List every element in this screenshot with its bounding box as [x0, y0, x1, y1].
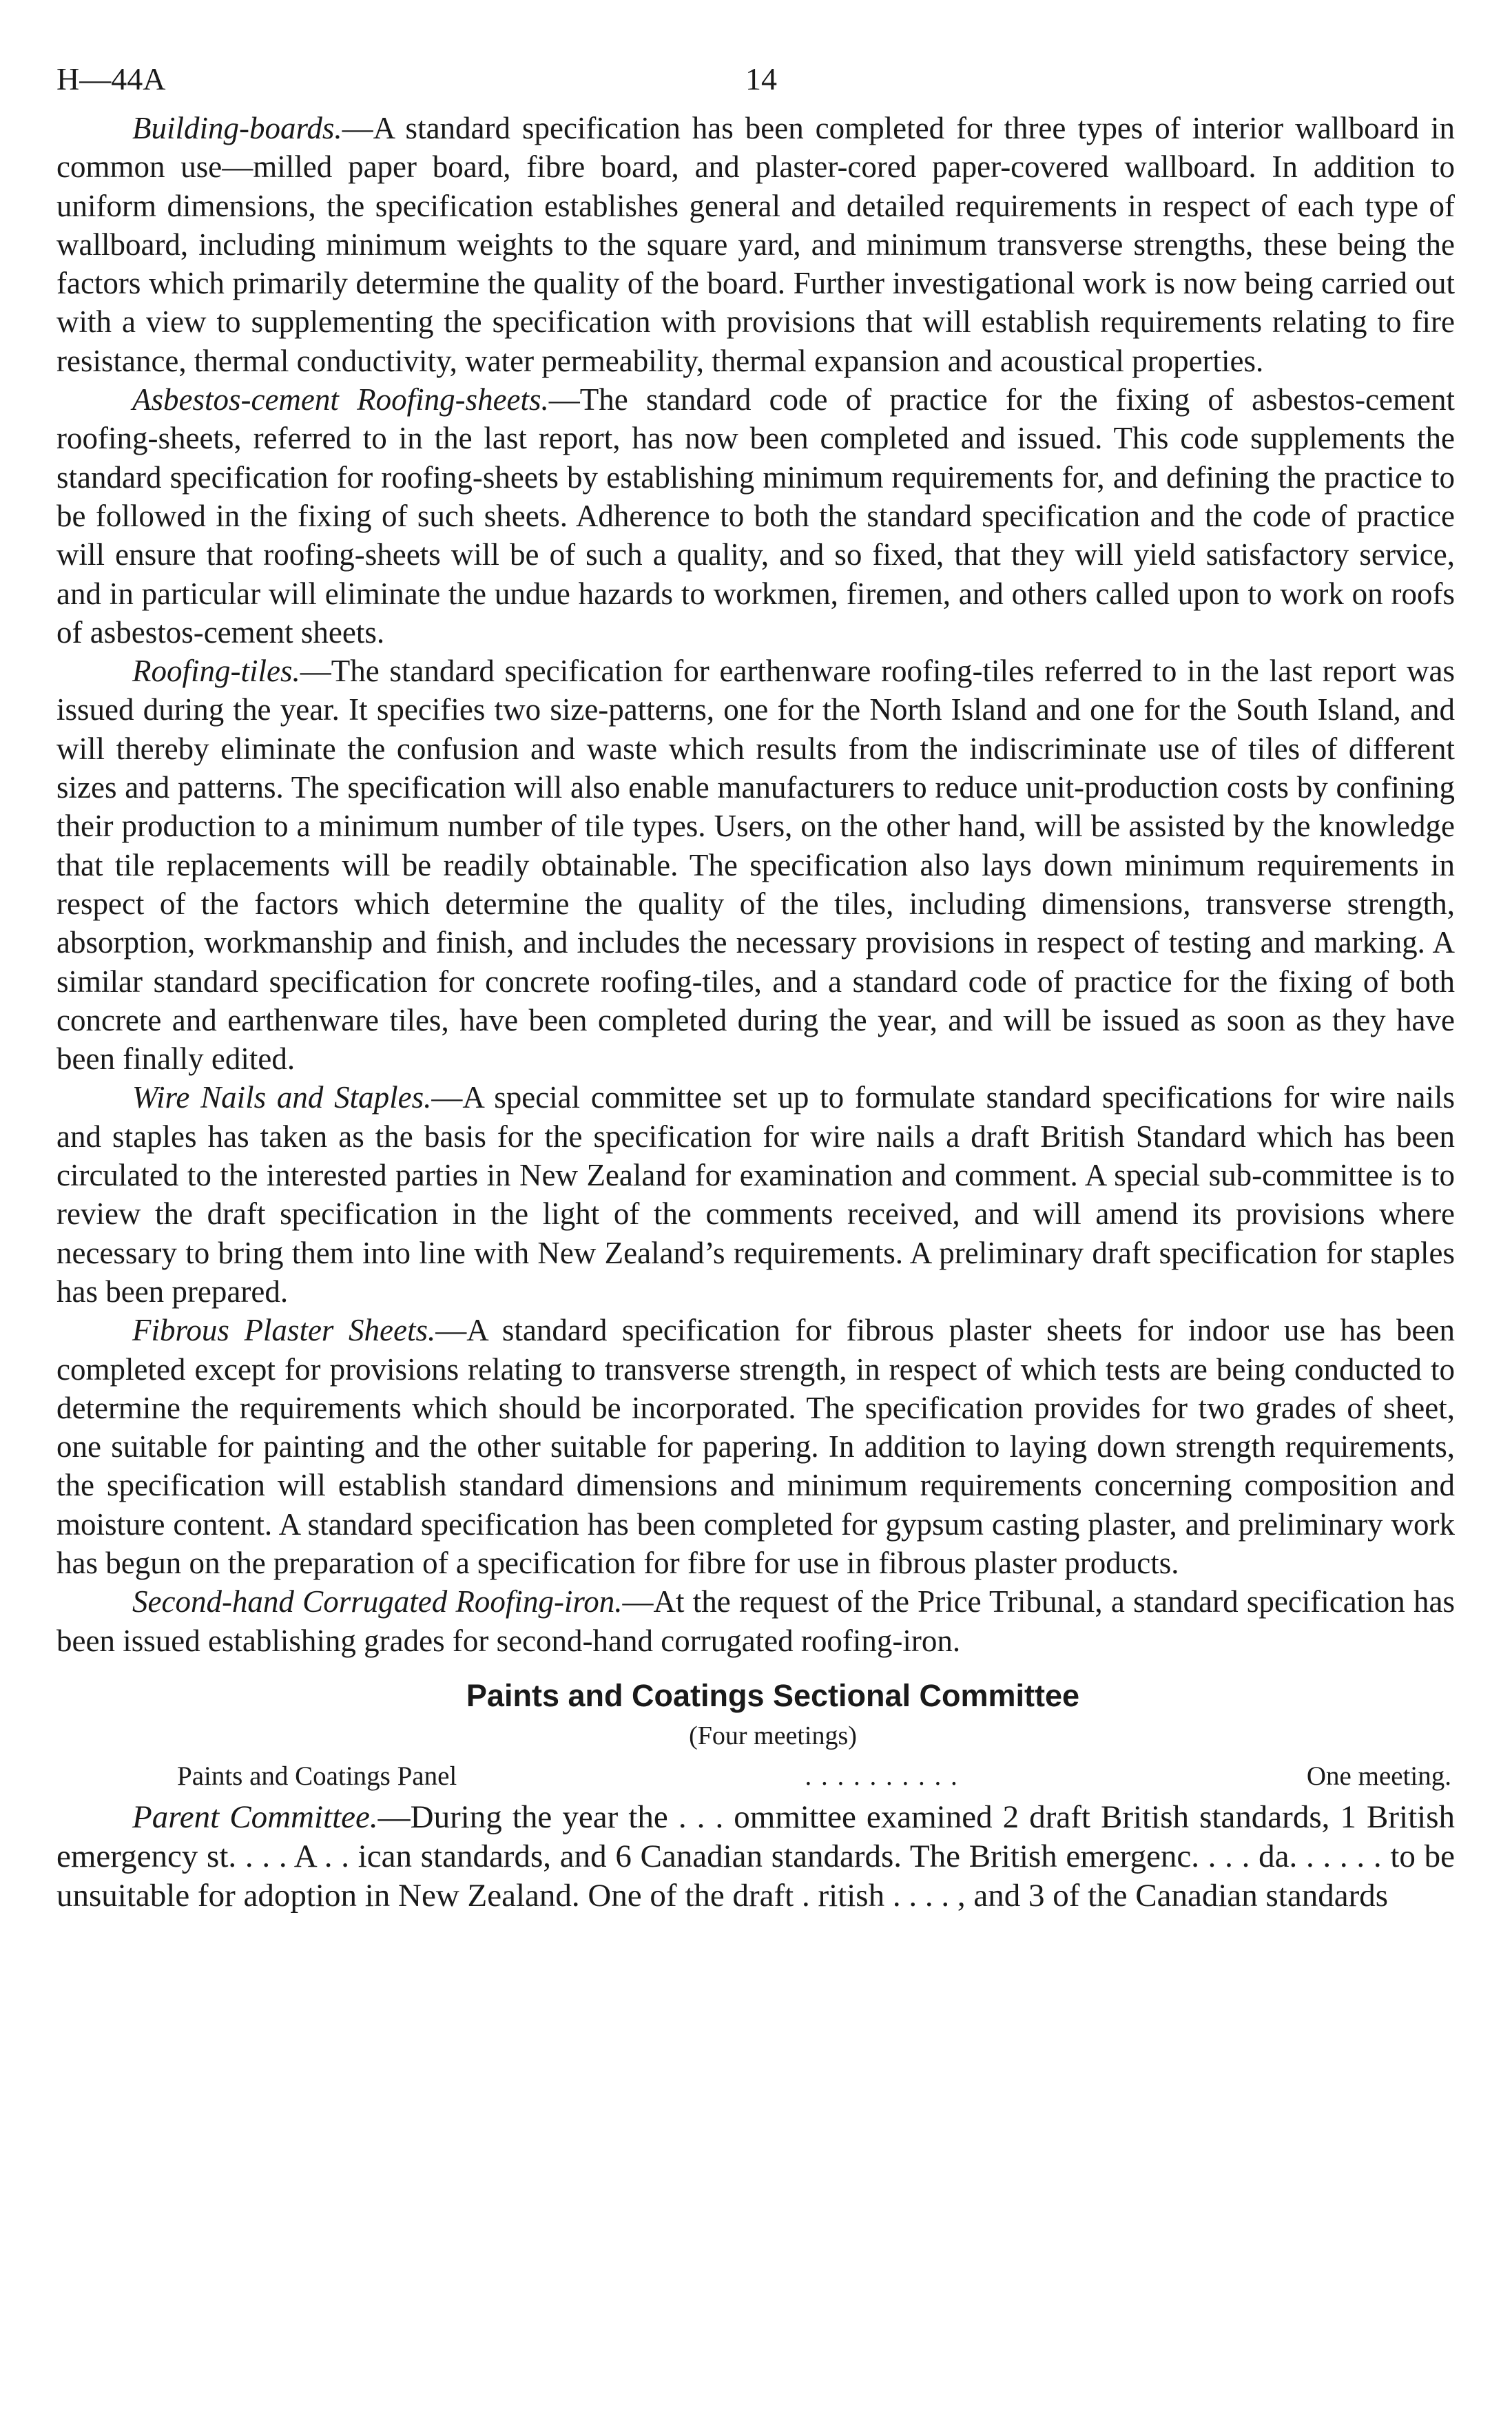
parent-committee-section [56, 1798, 1455, 1916]
paragraph-roofing-iron [56, 1582, 1455, 1660]
leader-dots: . . . . . . . . . . [805, 1761, 959, 1791]
paragraph-asbestos-cement [56, 380, 1455, 652]
document-code: H—44A [56, 61, 166, 96]
paragraph-heading: Building-boards. [132, 111, 342, 145]
paragraph-body: —At the request of the Price Tribunal, a standard specification has been issued establishing grades for second-hand corrugated roofing-iron. [56, 1584, 1455, 1658]
paragraph-heading: Fibrous Plaster Sheets. [132, 1313, 436, 1348]
paragraph-body: —During the year the . . . ommittee examined 2 draft British standards, 1 British emergency st. . . . A . . ican standards, and 6 Canadian standards. The British emergenc. . . . da. . . . . . to be unsuitable for adoption in New Zealand. One of the draft . ritish . . . . , and 3 of the Canadian standards [56, 1799, 1455, 1914]
paragraph-roofing-tiles [56, 652, 1455, 1078]
panel-meetings-row [56, 1755, 1455, 1798]
paragraph-building-boards [56, 109, 1455, 380]
paragraph-parent-committee [56, 1798, 1455, 1916]
paragraph-wire-nails [56, 1078, 1455, 1311]
paragraph-body: —The standard code of practice for the fixing of asbestos-cement roofing-sheets, referred to in the last report, has now been completed and issued. This code supplements the standard specification for roofing-sheets by establishing minimum requirements for, and defining the practice to be followed in the fixing of such sheets. Adherence to both the standard specification and the code of practice will ensure that roofing-sheets will be of such a quality, and so fixed, that they will yield satisfactory service, and in particular will eliminate the undue hazards to workmen, firemen, and others called upon to work on roofs of asbestos-cement sheets. [56, 382, 1455, 650]
document-page [56, 61, 1455, 1916]
panel-value: One meeting. [1306, 1761, 1451, 1791]
paragraph-body: —A special committee set up to formulate standard specifications for wire nails and staples has taken as the basis for the specification for wire nails a draft British Standard which has been circulated to the interested parties in New Zealand for examination and comment. A special sub-committee is to review the draft specification in the light of the comments received, and will amend its provisions where necessary to bring them into line with New Zealand’s requirements. A preliminary draft specification for staples has been prepared. [56, 1080, 1456, 1309]
paragraph-body: —The standard specification for earthenware roofing-tiles referred to in the last report was issued during the year. It specifies two size-patterns, one for the North Island and one for the South Island, and will thereby eliminate the confusion and waste which results from the indiscriminate use of tiles of different sizes and patterns. The specification will also enable manufacturers to reduce unit-production costs by confining their production to a minimum number of tile types. Users, on the other hand, will be assisted by the knowledge that tile replacements will be readily obtainable. The specification also lays down minimum requirements in respect of the factors which determine the quality of the tiles, including dimensions, transverse strength, absorption, workmanship and finish, and includes the necessary provisions in respect of testing and marking. A similar standard specification for concrete roofing-tiles, and a standard code of practice for the fixing of both concrete and earthenware tiles, have been completed during the year, and will be issued as soon as they have been finally edited. [56, 654, 1455, 1077]
specifications-section [56, 109, 1455, 1660]
page-header [56, 61, 1455, 109]
committee-subheading: (Four meetings) [689, 1721, 857, 1750]
paragraph-body: —A standard specification has been completed for three types of interior wallboard in common use—milled paper board, fibre board, and plaster-cored paper-covered wallboard. In addition to uniform dimensions, the specification establishes general and detailed requirements in respect of each type of wallboard, including minimum weights to the square yard, and minimum transverse strengths, these being the factors which primarily determine the quality of the board. Further investigational work is now being carried out with a view to supplementing the specification with provisions that will establish requirements relating to fire resistance, thermal conductivity, water permeability, thermal expansion and acoustical properties. [56, 111, 1455, 378]
paragraph-body: —A standard specification for fibrous plaster sheets for indoor use has been completed except for provisions relating to transverse strength, in respect of which tests are being conducted to determine the requirements which should be incorporated. The specification provides for two grades of sheet, one suitable for painting and the other suitable for papering. In addition to laying down strength requirements, the specification will establish standard dimensions and minimum requirements concerning composition and moisture content. A standard specification has been completed for gypsum casting plaster, and preliminary work has begun on the preparation of a specification for fibre for use in fibrous plaster products. [56, 1313, 1456, 1580]
panel-label: Paints and Coatings Panel [177, 1761, 457, 1791]
paragraph-heading: Wire Nails and Staples. [132, 1080, 432, 1115]
paragraph-heading: Asbestos-cement Roofing-sheets. [132, 382, 549, 417]
paragraph-heading: Second-hand Corrugated Roofing-iron. [132, 1584, 623, 1619]
page-number: 14 [745, 61, 777, 96]
committee-heading: Paints and Coatings Sectional Committee [466, 1677, 1080, 1713]
paragraph-heading: Roofing-tiles. [132, 654, 300, 689]
paragraph-fibrous-plaster [56, 1311, 1455, 1582]
paragraph-heading: Parent Committee. [132, 1799, 378, 1835]
